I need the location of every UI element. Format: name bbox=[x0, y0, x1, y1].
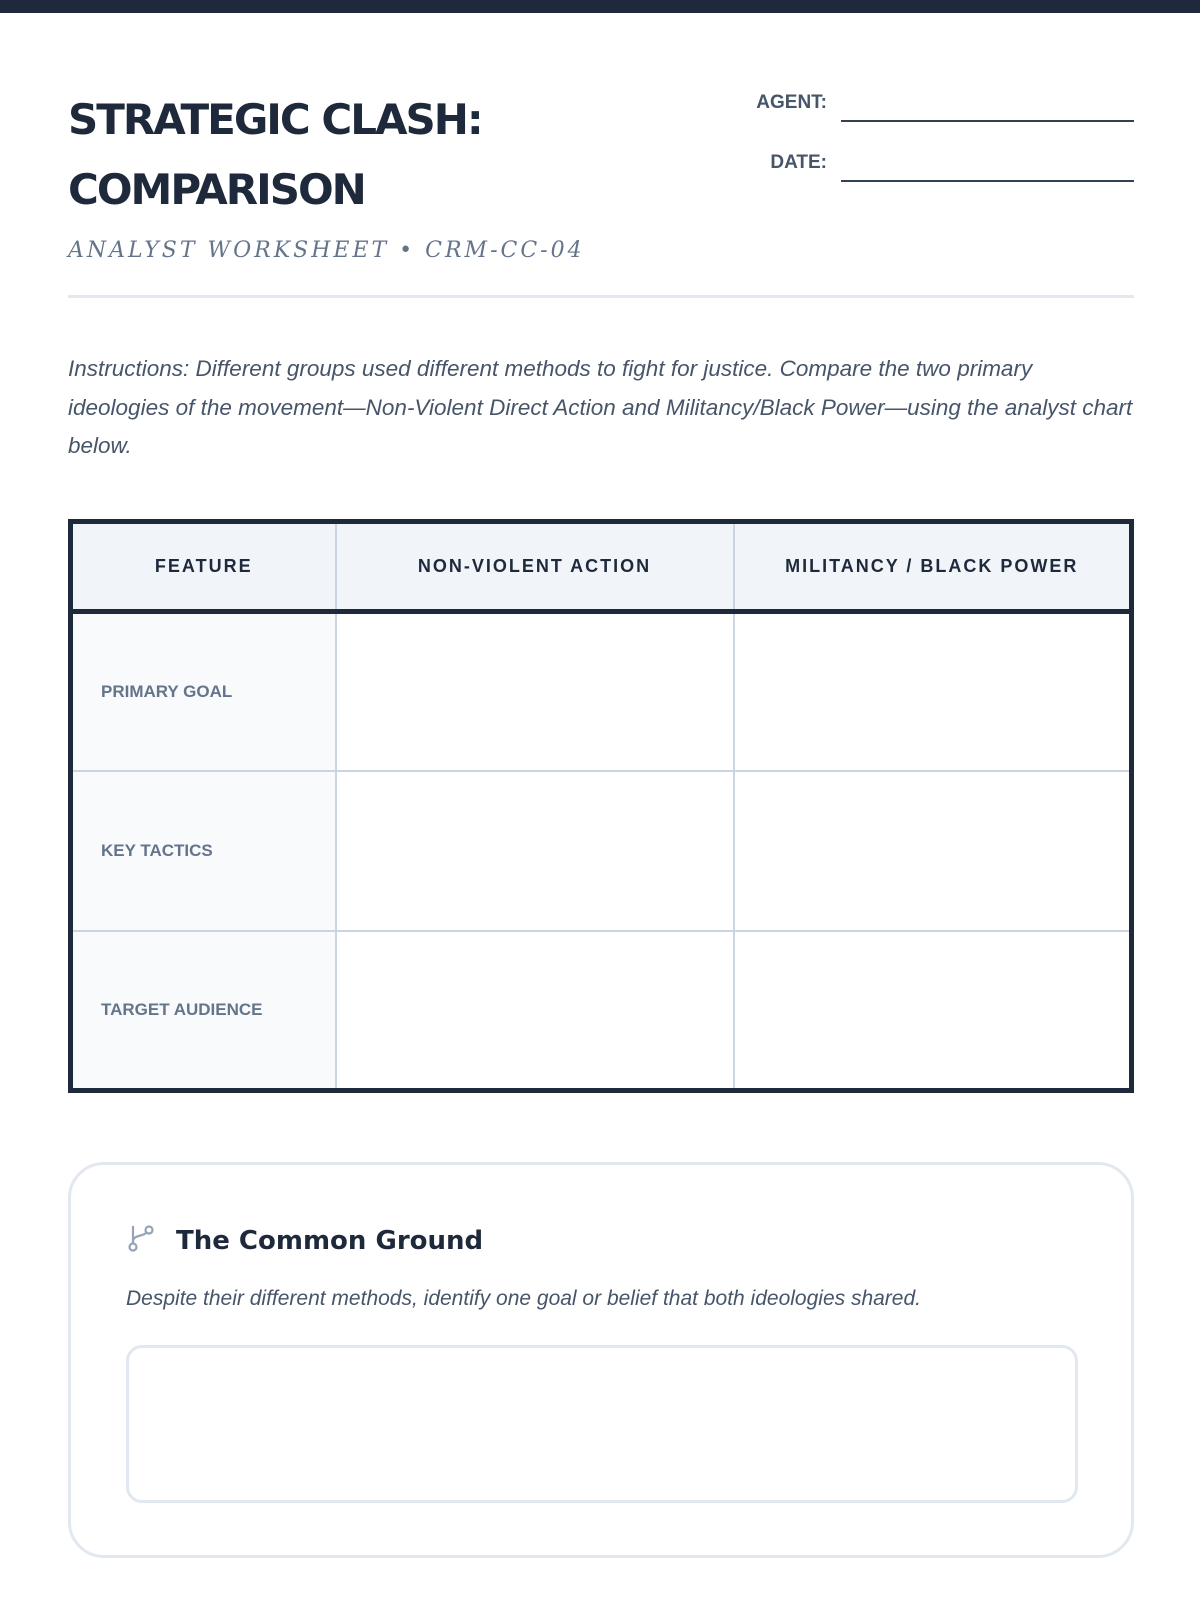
answer-cell[interactable] bbox=[734, 931, 1132, 1091]
header-militancy: MILITANCY / BLACK POWER bbox=[734, 522, 1132, 612]
common-ground-card bbox=[68, 1162, 1134, 1558]
agent-field[interactable] bbox=[841, 88, 1134, 122]
table-row bbox=[71, 771, 1132, 931]
table-row bbox=[71, 931, 1132, 1091]
title-line-2: COMPARISON bbox=[68, 165, 365, 214]
header-feature: FEATURE bbox=[71, 522, 336, 612]
common-ground-answer-box[interactable] bbox=[126, 1345, 1078, 1503]
page-title bbox=[68, 85, 482, 225]
table-row bbox=[71, 612, 1132, 772]
top-bar bbox=[0, 0, 1200, 13]
divider bbox=[68, 295, 1134, 298]
title-line-1: STRATEGIC CLASH: bbox=[68, 95, 482, 144]
meta-fields bbox=[734, 86, 1134, 182]
answer-cell[interactable] bbox=[734, 771, 1132, 931]
card-description: Despite their different methods, identify one goal or belief that both ideologies shared. bbox=[126, 1287, 921, 1310]
git-branch-icon bbox=[126, 1223, 156, 1258]
feature-label: TARGET AUDIENCE bbox=[71, 931, 336, 1091]
date-field[interactable] bbox=[841, 148, 1134, 182]
feature-label: KEY TACTICS bbox=[71, 771, 336, 931]
header-non-violent: NON-VIOLENT ACTION bbox=[336, 522, 734, 612]
date-label: DATE: bbox=[770, 152, 827, 173]
answer-cell[interactable] bbox=[336, 612, 734, 772]
instructions: Instructions: Different groups used different methods to fight for justice. Compare the two primary ideologies of the movement—Non-Violent Direct Action and Militancy/Black Power—using the analyst chart below. bbox=[68, 356, 1133, 458]
card-title: The Common Ground bbox=[176, 1225, 484, 1256]
comparison-table bbox=[68, 519, 1134, 1093]
answer-cell[interactable] bbox=[734, 612, 1132, 772]
feature-label: PRIMARY GOAL bbox=[71, 612, 336, 772]
answer-cell[interactable] bbox=[336, 771, 734, 931]
subtitle: ANALYST WORKSHEET • CRM-CC-04 bbox=[68, 238, 585, 263]
agent-label: AGENT: bbox=[756, 92, 827, 113]
answer-cell[interactable] bbox=[336, 931, 734, 1091]
